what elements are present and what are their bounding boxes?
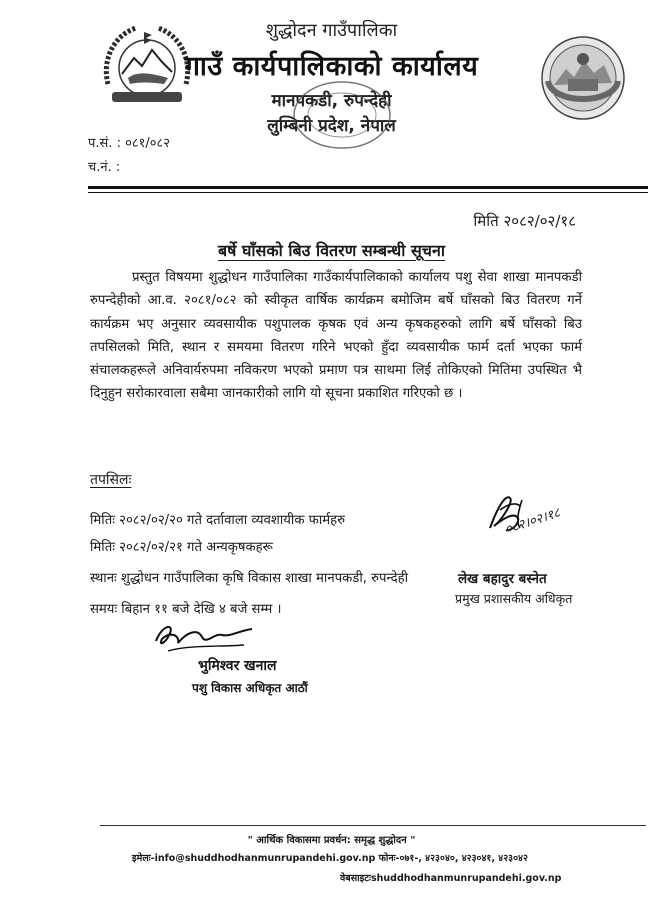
cao-name: लेख बहादुर बस्नेत [458, 571, 547, 587]
office-address-line1: मानपकडी, रुपन्देही [271, 91, 392, 111]
subject-text: बर्षे घाँसको बिउ वितरण सम्बन्धी सूचना [218, 241, 445, 260]
footer-contact: इमेलः-info@shuddhodhanmunrupandehi.gov.np फोनः-०७१-, ४२३०४०, ४२३०४१, ४२३०४२ [132, 853, 528, 864]
livestock-officer-name: भुमिश्वर खनाल [198, 658, 277, 674]
office-stamp-icon [290, 78, 394, 152]
reference-number: प.सं. : ०८१/०८२ [88, 136, 171, 151]
footer-slogan: " आर्थिक विकासमा प्रवर्धन: समृद्ध शुद्धोदन " [247, 835, 416, 846]
footer-divider [100, 825, 646, 826]
notice-date: मिति २०८२/०२/१८ [473, 212, 576, 230]
livestock-officer-title: पशु विकास अधिकृत आठौं [192, 681, 308, 695]
detail-time: समयः बिहान ११ बजे देखि ४ बजे सम्म । [90, 602, 282, 617]
dispatch-number: च.नं. : [88, 160, 121, 175]
cao-signature-date: ०८२।०२।१८ [503, 505, 563, 538]
header-divider [88, 186, 648, 189]
header-divider-thin [88, 192, 648, 193]
detail-date-registered: मितिः २०८२/०२/२० गते दर्तावाला व्यवशायीक फार्महरु [90, 513, 346, 528]
detail-date-others: मितिः २०८२/०२/२१ गते अन्यकृषकहरू [90, 540, 273, 555]
office-address-line2: लुम्बिनी प्रदेश, नेपाल [267, 116, 396, 136]
footer-website: वेबसाइटःshuddhodhanmunrupandehi.gov.np [340, 873, 562, 884]
notice-subject [0, 239, 663, 261]
detail-place: स्थानः शुद्धोधन गाउँपालिका कृषि विकास शाखा मानपकडी, रुपन्देही [90, 571, 408, 586]
cao-title: प्रमुख प्रशासकीय अधिकृत [455, 591, 573, 606]
office-title: गाउँ कार्यपालिकाको कार्यालय [184, 51, 479, 82]
details-heading: तपसिलः [90, 472, 132, 488]
municipality-name: शुद्धोदन गाउँपालिका [265, 20, 398, 41]
notice-body: प्रस्तुत विषयमा शुद्धोधन गाउँपालिका गाउँकार्यपालिकाको कार्यालय पशु सेवा शाखा मानपकडी रुपन्देहीको आ.व. २०८१/०८२ को स्वीकृत वार्षिक कार्यक्रम बमोजिम बर्षे घाँसको बिउ वितरण गर्ने कार्यक्रम भए अनुसार व्यवसायीक पशुपालक कृषक एवं अन्य कृषकहरुको लागि बर्षे घाँसको बिउ तपसिलको मिति, स्थान र समयमा वितरण गरिने भएको हुँदा व्यवसायीक फार्म दर्ता भएका फार्म संचालकहरूले अनिवार्यरुपमा नविकरण भएको प्रमाण पत्र साथमा लिई तोकिएको मितिमा उपस्थित भै दिनुहुन सरोकारवाला सबैमा जानकारीको लागि यो सूचना प्रकाशित गरिएको छ । [90, 270, 582, 402]
